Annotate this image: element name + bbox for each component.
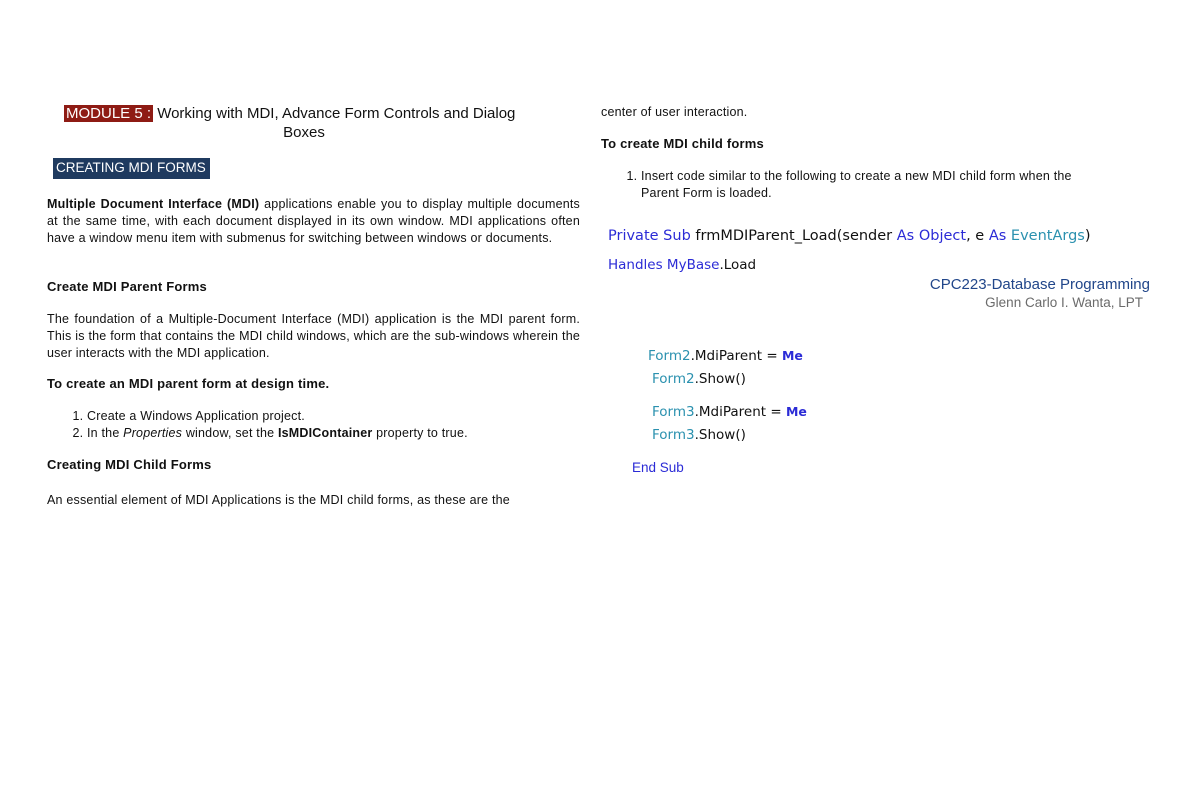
code-keyword: Me xyxy=(785,404,807,419)
design-steps-list xyxy=(47,408,580,442)
code-identifier: .Load xyxy=(719,257,757,273)
section-tag: CREATING MDI FORMS xyxy=(53,158,210,179)
parent-paragraph: The foundation of a Multiple-Document Interface (MDI) application is the MDI parent form. This is the form that contains the MDI child windows, which are the sub-windows wherein the user interacts with the MDI application. xyxy=(47,312,580,360)
code-type: EventArgs xyxy=(1010,228,1085,244)
heading-design-time: To create an MDI parent form at design time. xyxy=(47,376,330,391)
code-identifier: frmMDIParent_Load(sender xyxy=(695,228,893,244)
code-line-form2-mdi xyxy=(648,348,803,364)
step2-mid: window, set the xyxy=(182,426,278,440)
code-keyword: As xyxy=(984,228,1011,244)
code-keyword: Handles xyxy=(608,257,663,273)
code-type: Form3 xyxy=(652,427,695,443)
code-type: Form2 xyxy=(648,348,691,364)
code-type: Object xyxy=(918,228,967,244)
title-text: Working with MDI, Advance Form Controls and Dialog xyxy=(153,105,516,122)
list-item: 1. Insert code similar to the following to create a new MDI child form when the Parent Form is loaded. xyxy=(641,168,1101,202)
code-line-form3-show xyxy=(652,427,746,443)
code-line-form3-mdi xyxy=(652,404,807,420)
step2-pre: In the xyxy=(87,426,124,440)
code-end-sub xyxy=(632,460,684,475)
code-identifier: .MdiParent = xyxy=(690,348,782,364)
code-keyword: As xyxy=(892,228,919,244)
intro-paragraph xyxy=(47,196,580,247)
code-keyword: MyBase xyxy=(662,257,720,273)
code-line-2 xyxy=(608,257,756,273)
code-keyword: Me xyxy=(781,348,803,363)
intro-bold: Multiple Document Interface (MDI) xyxy=(47,197,260,211)
heading-child-forms: Creating MDI Child Forms xyxy=(47,457,212,472)
code-type: Form2 xyxy=(652,371,695,387)
page-title xyxy=(64,104,564,124)
code-line-1 xyxy=(608,228,1091,244)
code-keyword: End Sub xyxy=(632,460,684,475)
code-identifier: .MdiParent = xyxy=(694,404,786,420)
footer-course: CPC223-Database Programming xyxy=(929,276,1150,293)
step2-bold: IsMDIContainer xyxy=(277,426,373,440)
heading-create-parent: Create MDI Parent Forms xyxy=(47,279,207,294)
code-identifier: .Show() xyxy=(694,427,746,443)
code-keyword: Private xyxy=(608,228,659,244)
list-item: 1. Create a Windows Application project. xyxy=(87,408,580,425)
intro-rest: applications enable you to display multiple documents at the same time, with each document displayed in its own window. MDI applications often have a window menu item with submenus for switching between windows or documents. xyxy=(47,197,580,245)
code-identifier: .Show() xyxy=(694,371,746,387)
step2-post: property to true. xyxy=(372,426,468,440)
footer-author: Glenn Carlo I. Wanta, LPT xyxy=(985,295,1143,310)
module-tag: MODULE 5 : xyxy=(66,105,152,122)
heading-create-child: To create MDI child forms xyxy=(601,136,764,151)
code-type: Form3 xyxy=(652,404,695,420)
continued-paragraph: center of user interaction. xyxy=(601,105,748,119)
child-steps-list xyxy=(601,168,1101,202)
code-identifier: , e xyxy=(966,228,985,244)
child-paragraph: An essential element of MDI Applications is the MDI child forms, as these are the xyxy=(47,493,510,507)
title-continuation: Boxes xyxy=(283,124,325,141)
code-line-form2-show xyxy=(652,371,746,387)
code-keyword: Sub xyxy=(658,228,696,244)
step2-italic: Properties xyxy=(123,426,183,440)
code-identifier: ) xyxy=(1084,228,1091,244)
list-item xyxy=(87,425,580,442)
